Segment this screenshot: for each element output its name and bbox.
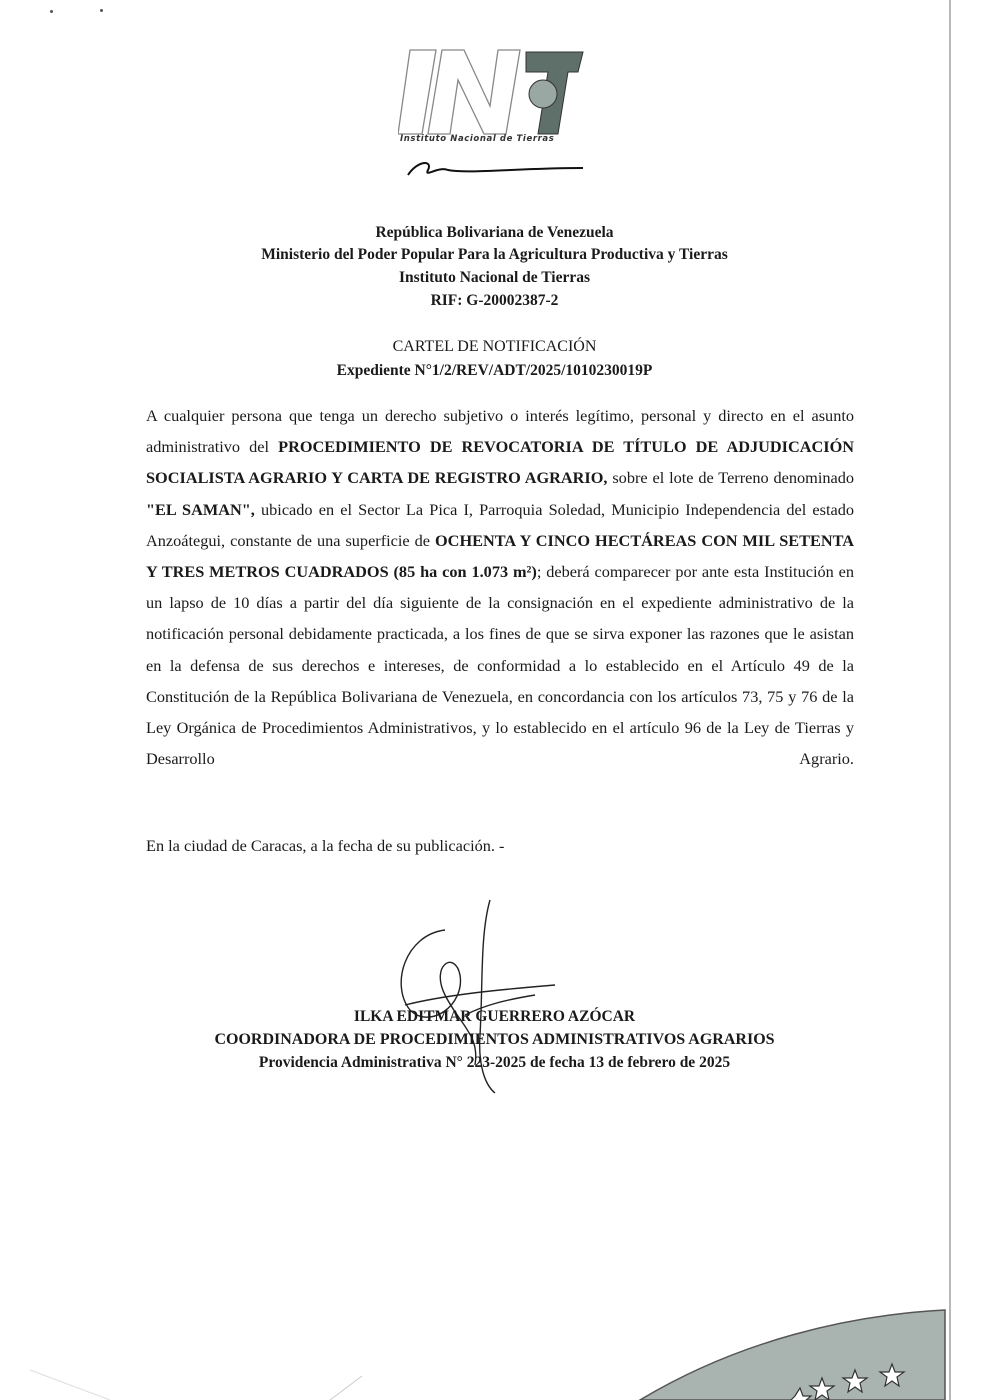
body-text-segment: ubicado en el Sector La Pica I, Parroquia Soledad, Municipio Independencia del estado Anzoátegui, constante de una superficie de (146, 499, 855, 550)
expediente-number: Expediente N°1/2/REV/ADT/2025/1010230019P (336, 362, 653, 379)
body-text-segment: ; deberá comparecer por ante esta Institución en un lapso de 10 días a partir del día siguiente de la consignación en el expediente administrativo de la notificación personal debidamente practicada, a los fines de que se sirva exponer las razones que le asistan en la defensa de sus derechos e intereses, de conformidad a lo establecido en el Artículo 49 de la Constitución de la República Bolivariana de Venezuela, en concordancia con los artículos 73, 75 y 76 de la Ley Orgánica de Procedimientos Administrativos, y lo establecido en el artículo 96 de la Ley de Tierras y Desarrollo Agrario. (146, 562, 854, 769)
scan-speck (50, 10, 53, 13)
header-country: República Bolivariana de Venezuela (375, 224, 614, 241)
header-institute: Instituto Nacional de Tierras (398, 269, 591, 286)
signatory-providencia: Providencia Administrativa N° 223-2025 de fecha 13 de febrero de 2025 (258, 1054, 731, 1071)
closing-line: En la ciudad de Caracas, a la fecha de su publicación. - (146, 836, 505, 855)
body-text-segment: A cualquier persona que tenga un derecho subjetivo o interés legítimo, personal y directo en el asunto administrativo del (146, 406, 854, 457)
body-text-segment: sobre el lote de Terreno denominado (607, 468, 855, 488)
signatory-name: ILKA EDITMAR GUERRERO AZÓCAR (353, 1008, 636, 1025)
logo-caption: Instituto Nacional de Tierras (400, 134, 555, 144)
header-rif: RIF: G-20002387-2 (430, 292, 559, 309)
body-emphasis: PROCEDIMIENTO DE REVOCATORIA DE TÍTULO DE ADJUDICACIÓN SOCIALISTA AGRARIO Y CARTA DE REGISTRO AGRARIO, (146, 437, 854, 488)
int-logo (398, 42, 588, 182)
scan-speck (100, 9, 103, 12)
document-title: CARTEL DE NOTIFICACIÓN (392, 338, 597, 355)
signatory-role: COORDINADORA DE PROCEDIMIENTOS ADMINISTRATIVOS AGRARIOS (214, 1031, 775, 1048)
body-emphasis: "EL SAMAN", (146, 499, 255, 519)
body-emphasis: OCHENTA Y CINCO HECTÁREAS CON MIL SETENTA Y TRES METROS CUADRADOS (85 ha con 1.073 m²) (146, 530, 854, 582)
notice-body (146, 400, 854, 774)
footer-flag-graphic (0, 1280, 989, 1400)
page-edge (949, 0, 951, 1400)
header-ministry: Ministerio del Poder Popular Para la Agricultura Productiva y Tierras (261, 246, 728, 263)
